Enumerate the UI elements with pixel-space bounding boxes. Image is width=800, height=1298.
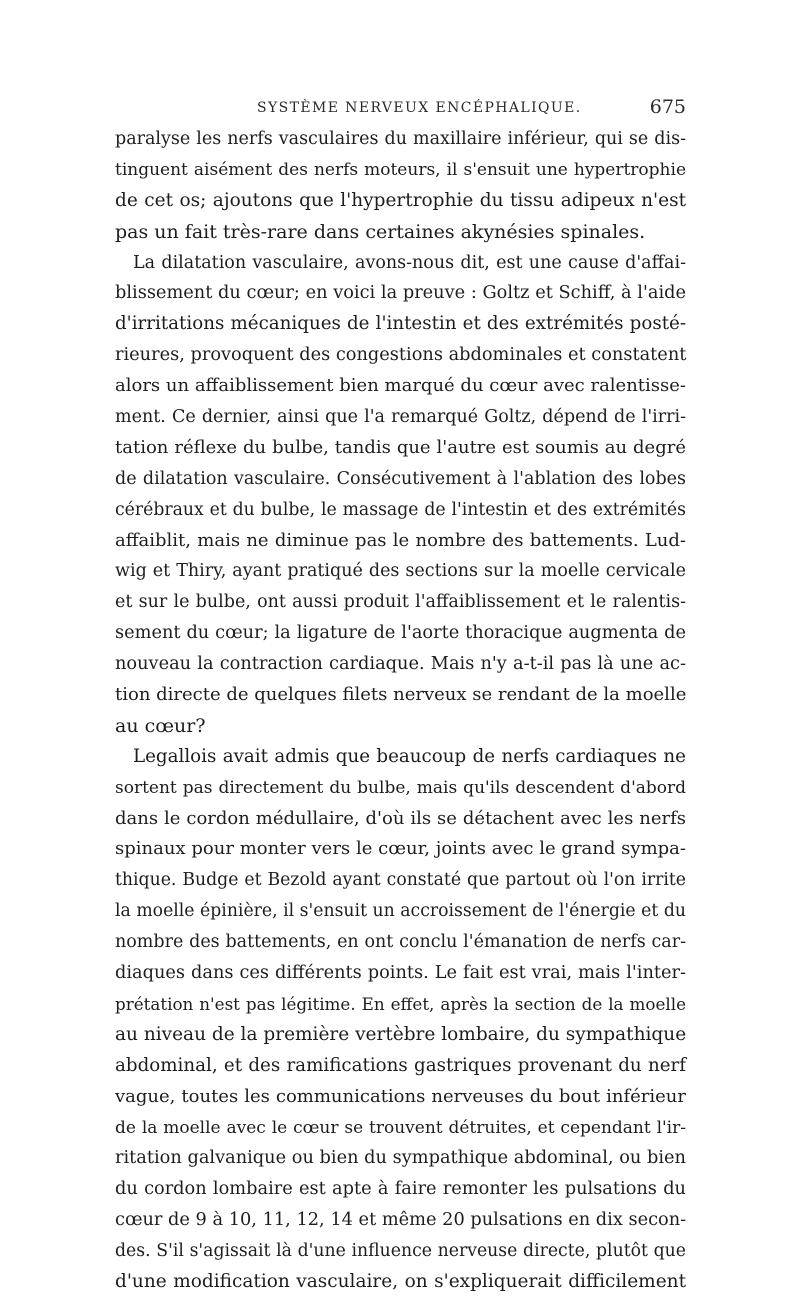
text-line: La dilatation vasculaire, avons-nous dit, est une cause d'affai- [133,252,686,273]
text-line: sortent pas directement du bulbe, mais qu'ils descendent d'abord [115,777,686,798]
text-line: paralyse les nerfs vasculaires du maxillaire inférieur, qui se dis- [115,129,686,149]
text-line: thique. Budge et Bezold ayant constaté que partout où l'on irrite [115,870,686,891]
text-line: abdominal, et des ramifications gastriques provenant du nerf [115,1054,686,1076]
text-line: des. S'il s'agissait là d'une influence nerveuse directe, plutôt que [115,1241,686,1262]
text-line: nouveau la contraction cardiaque. Mais n'y a-t-il pas là une ac- [115,654,686,675]
text-line: tinguent aisément des nerfs moteurs, il s'ensuit une hypertrophie [115,159,686,180]
text-line: nombre des battements, en ont conclu l'émanation de nerfs car- [115,932,686,953]
text-line: diaques dans ces différents points. Le fait est vrai, mais l'inter- [115,963,686,984]
text-line: sement du cœur; la ligature de l'aorte thoracique augmenta de [115,623,686,644]
text-line: spinaux pour monter vers le cœur, joints avec le grand sympa- [115,838,686,860]
text-line: tation réflexe du bulbe, tandis que l'autre est soumis au degré [115,436,686,458]
text-line: tion directe de quelques filets nerveux se rendant de la moelle [115,684,687,706]
text-line: et sur le bulbe, ont aussi produit l'affaiblissement et le ralentis- [115,592,686,613]
text-line: affaiblit, mais ne diminue pas le nombre des battements. Lud- [115,529,686,551]
text-line: au niveau de la première vertèbre lombaire, du sympathique [115,1023,687,1045]
text-line: de dilatation vasculaire. Consécutivement à l'ablation des lobes [115,468,686,489]
text-line: cérébraux et du bulbe, le massage de l'intestin et des extrémités [115,499,686,520]
text-line: au cœur? [115,714,206,737]
text-line: dans le cordon médullaire, d'où ils se détachent avec les nerfs [115,807,686,829]
text-line: du cordon lombaire est apte à faire remonter les pulsations du [115,1179,686,1200]
text-line: cœur de 9 à 10, 11, 12, 14 et même 20 pulsations en dix secon- [115,1210,687,1231]
text-line: rieures, provoquent des congestions abdominales et constatent [115,345,687,366]
text-line: la moelle épinière, il s'ensuit un accroissement de l'énergie et du [115,901,686,922]
text-line: vague, toutes les communications nerveuses du bout inférieur [115,1085,686,1107]
running-title: SYSTÈME NERVEUX ENCÉPHALIQUE. [257,100,582,116]
text-line: d'irritations mécaniques de l'intestin et des extrémités posté- [115,313,686,335]
text-line: blissement du cœur; en voici la preuve : Goltz et Schiff, à l'aide [115,283,686,304]
body-text [115,124,686,1298]
text-line: wig et Thiry, ayant pratiqué des sections sur la moelle cervicale [115,561,686,582]
text-line: ment. Ce dernier, ainsi que l'a remarqué Goltz, dépend de l'irri- [115,407,686,428]
text-line: alors un affaiblissement bien marqué du cœur avec ralentisse- [115,375,686,397]
text-line: ritation galvanique ou bien du sympathique abdominal, ou bien [115,1148,686,1169]
page-number: 675 [649,96,686,118]
page-header [115,96,686,122]
text-line: d'une modification vasculaire, on s'expliquerait difficilement [115,1270,686,1292]
text-line: prétation n'est pas légitime. En effet, après la section de la moelle [115,993,686,1014]
text-line: pas un fait très-rare dans certaines akynésies spinales. [115,220,646,243]
text-line: Legallois avait admis que beaucoup de nerfs cardiaques ne [133,745,686,767]
text-line: de la moelle avec le cœur se trouvent détruites, et cependant l'ir- [115,1117,686,1138]
text-line: de cet os; ajoutons que l'hypertrophie du tissu adipeux n'est [115,189,686,211]
